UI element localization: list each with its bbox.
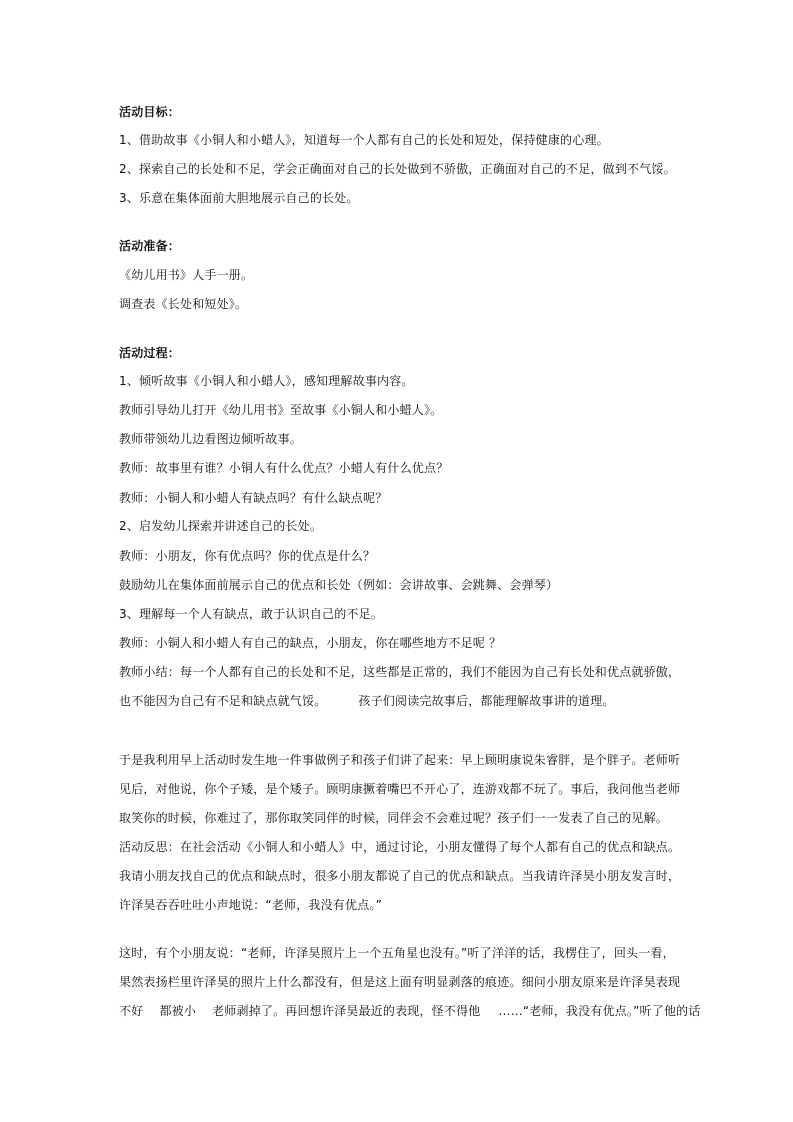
reflection-line: 见后，对他说，你个子矮，是个矮子。顾明康撅着嘴巴不开心了，连游戏都不玩了。事后，我问他当老师 — [119, 782, 681, 796]
process-item: 教师：小铜人和小蜡人有自己的缺点，小朋友，你在哪些地方不足呢 ？ — [119, 636, 502, 650]
process-text: 也不能因为自己有不足和缺点就气馁。 — [119, 694, 327, 708]
reflection-line: 这时，有个小朋友说：“老师，许泽昊照片上一个五角星也没有。”听了洋洋的话，我楞住了，回头一看， — [119, 946, 675, 960]
reflection-line: 活动反思：在社会活动《小铜人和小蜡人》中，通过讨论，小朋友懂得了每个人都有自己的优点和缺点。 — [119, 840, 681, 854]
process-item-multi — [119, 693, 615, 709]
goals-heading: 活动目标： — [119, 105, 181, 119]
reflection-text: 老师剥掉了。再回想许泽昊最近的表现，怪不得他 — [212, 1004, 481, 1018]
process-item: 1、倾听故事《小铜人和小蜡人》，感知理解故事内容。 — [119, 374, 414, 388]
process-text: 孩子们阅读完故事后，都能理解故事讲的道理。 — [358, 694, 615, 708]
reflection-line: 我请小朋友找自己的优点和缺点时，很多小朋友都说了自己的优点和缺点。当我请许泽昊小朋友发言时， — [119, 869, 681, 883]
reflection-text: 不好 — [119, 1004, 144, 1018]
reflection-line: 取笑你的时候，你难过了，那你取笑同伴的时候，同伴会不会难过呢？孩子们一一发表了自己的见解。 — [119, 811, 669, 825]
preparation-item: 《幼儿用书》人手一册。 — [119, 268, 254, 282]
process-item: 教师：小铜人和小蜡人有缺点吗？有什么缺点呢？ — [119, 491, 388, 505]
reflection-line-multi — [119, 1003, 701, 1019]
preparation-heading: 活动准备： — [119, 239, 181, 253]
process-item: 教师小结：每一个人都有自己的长处和不足，这些都是正常的，我们不能因为自己有长处和优点就骄傲， — [119, 665, 681, 679]
reflection-line: 于是我利用早上活动时发生地一件事做例子和孩子们讲了起来：早上顾明康说朱睿胖，是个胖子。老师听 — [119, 753, 681, 767]
process-item: 教师引导幼儿打开《幼儿用书》至故事《小铜人和小蜡人》。 — [119, 403, 443, 417]
process-item: 教师：故事里有谁？小铜人有什么优点？小蜡人有什么优点？ — [119, 461, 449, 475]
process-item: 2、启发幼儿探索并讲述自己的长处。 — [119, 519, 323, 533]
goal-item: 2、探索自己的长处和不足，学会正确面对自己的长处做到不骄傲，正确面对自己的不足，做到不气馁。 — [119, 162, 676, 176]
process-item: 教师：小朋友，你有优点吗？你的优点是什么？ — [119, 549, 376, 563]
process-item: 教师带领幼儿边看图边倾听故事。 — [119, 432, 303, 446]
reflection-line: 许泽昊吞吞吐吐小声地说：“老师，我没有优点。” — [119, 898, 383, 912]
preparation-item: 调查表《长处和短处》。 — [119, 297, 248, 311]
reflection-text: ……“老师，我没有优点。”听了他的话 — [498, 1004, 701, 1018]
reflection-line: 果然表扬栏里许泽昊的照片上什么都没有，但是这上面有明显剥落的痕迹。细问小朋友原来是许泽昊表现 — [119, 975, 681, 989]
goal-item: 3、乐意在集体面前大胆地展示自己的长处。 — [119, 191, 359, 205]
process-item: 鼓励幼儿在集体面前展示自己的优点和长处（例如：会讲故事、会跳舞、会弹琴） — [119, 578, 559, 592]
process-heading: 活动过程： — [119, 346, 181, 360]
reflection-text: 都被小 — [159, 1004, 197, 1018]
goal-item: 1、借助故事《小铜人和小蜡人》，知道每一个人都有自己的长处和短处，保持健康的心理。 — [119, 133, 609, 147]
process-item: 3、理解每一个人有缺点，敢于认识自己的不足。 — [119, 607, 384, 621]
